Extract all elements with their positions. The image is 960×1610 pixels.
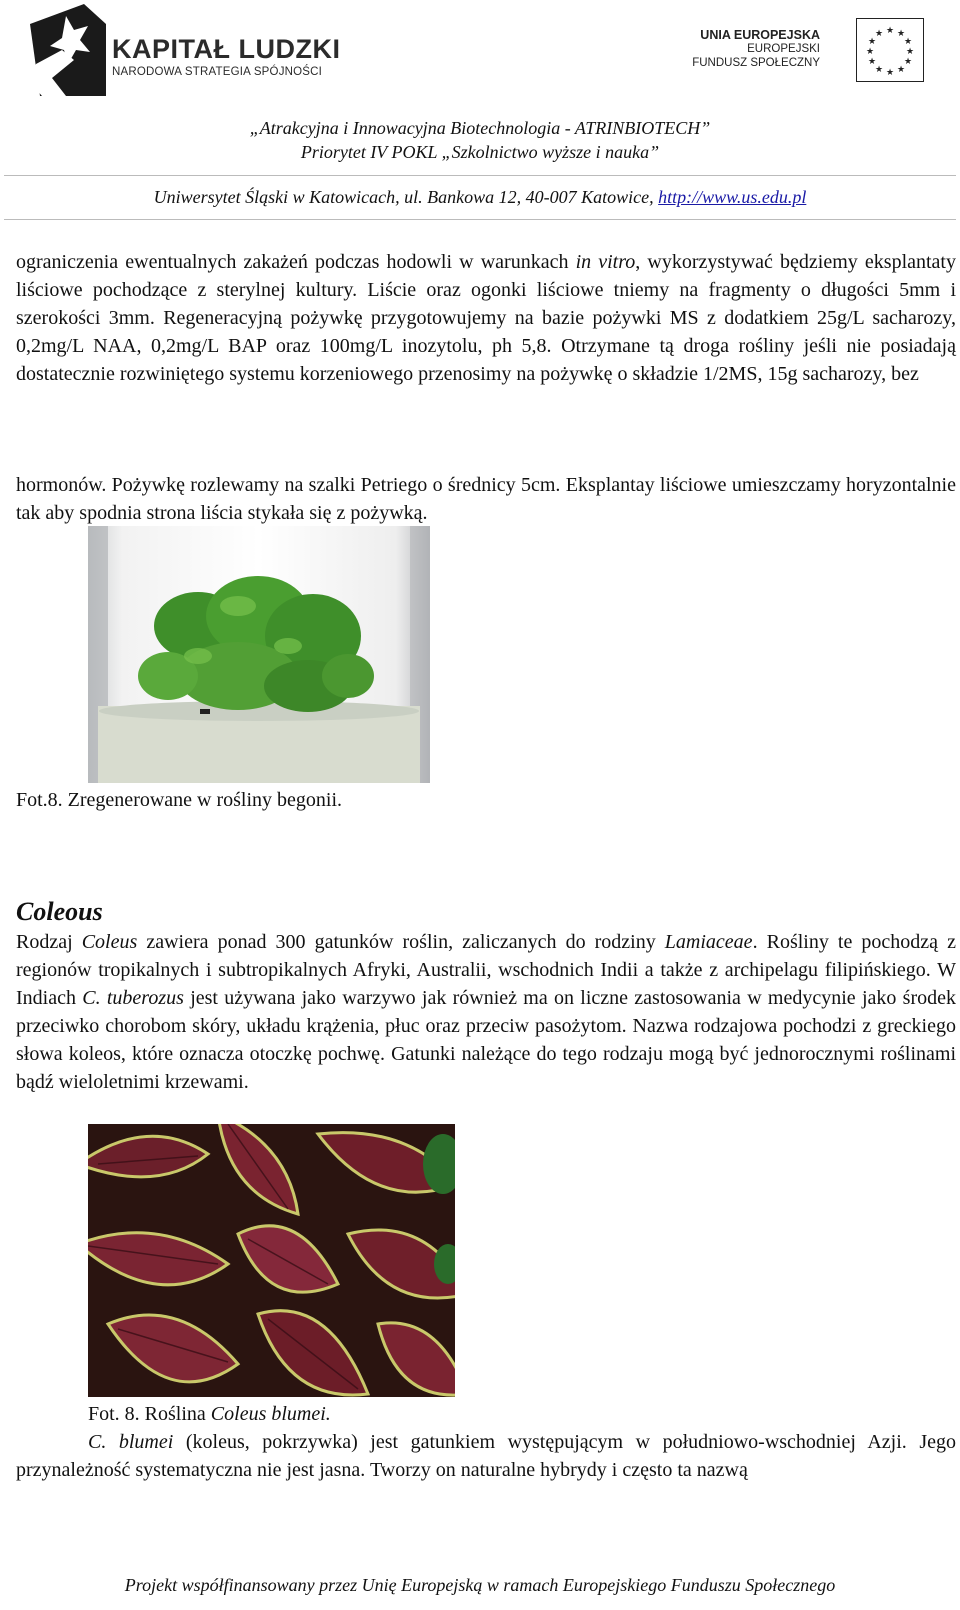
project-priority: Priorytet IV POKL „Szkolnictwo wyższe i nauka” [300, 142, 660, 162]
caption-coleus [88, 1400, 331, 1428]
footer-note: Projekt współfinansowany przez Unię Europejską w ramach Europejskiego Funduszu Społecznego [124, 1575, 836, 1595]
project-title: „Atrakcyjna i Innowacyjna Biotechnologia - ATRINBIOTECH” [249, 118, 711, 138]
paragraph-4-text: (koleus, pokrzywka) jest gatunkiem występującym w południowo-wschodniej Azji. Jego przynależność systematyczna nie jest jasna. Tworzy on naturalne hybrydy i często ta nazwą [16, 1431, 956, 1481]
svg-text:★: ★ [903, 36, 913, 46]
paragraph-3-tuberozus: C. tuberozus [82, 987, 184, 1009]
eu-flag-icon [856, 18, 924, 82]
paragraph-1-text-a: ograniczenia ewentualnych zakażeń podczas hodowli w warunkach [16, 251, 576, 273]
university-address [0, 187, 960, 208]
paragraph-3-text-d: jest używana jako warzywo jak również ma on liczne zastosowania w medycynie jako środek przeciwko chorobom skóry, układu krążenia, płuc oraz przeciw pasożytom. Nazwa rodzajowa pochodzi z greckiego słowa koleos, które oznacza otoczkę pochwę. Gatunki należące do tego rodzaju mogą być jednorocznymi roślinami bądź wieloletnimi krzewami. [16, 987, 956, 1093]
eu-label [692, 28, 820, 70]
svg-text:★: ★ [905, 46, 915, 56]
svg-text:★: ★ [865, 46, 875, 56]
paragraph-4-italic: C. blumei [88, 1431, 174, 1453]
paragraph-1-text-b: , wykorzystywać będziemy eksplantaty liściowe pochodzące z sterylnej kultury. Liście oraz ogonki liściowe tniemy na fragmenty o długości 5mm i szerokości 3mm. Regeneracyjną pożywkę przygotowujemy na bazie pożywki MS z dodatkiem 25g/L sacharozy, 0,2mg/L NAA, 0,2mg/L BAP oraz 100mg/L inozytolu, ph 5,8. Otrzymane tą droga rośliny jeśli nie posiadają dostatecznie rozwiniętego systemu korzeniowego przenosimy na pożywkę o składzie 1/2MS, 15g sacharozy, bez [16, 251, 956, 385]
svg-text:★: ★ [896, 28, 906, 38]
eu-line-3: FUNDUSZ SPOŁECZNY [692, 57, 820, 69]
logo-title: KAPITAŁ LUDZKI [112, 34, 341, 64]
eu-line-2: EUROPEJSKI [747, 43, 820, 55]
paragraph-3-text-c: . Rośliny te pochodzą z regionów tropikalnych i subtropikalnych Afryki, Australii, wschodnich Indii a także z archipelagu filipińskiego. W Indiach [16, 931, 956, 1009]
paragraph-4 [16, 1428, 956, 1484]
svg-text:★: ★ [874, 28, 884, 38]
paragraph-3-text-b: zawiera ponad 300 gatunków roślin, zaliczanych do rodziny [137, 931, 665, 953]
university-link[interactable]: http://www.us.edu.pl [658, 187, 807, 207]
paragraph-3 [16, 928, 956, 1096]
logo-subtitle: NARODOWA STRATEGIA SPÓJNOŚCI [112, 66, 323, 78]
eu-line-1: UNIA EUROPEJSKA [700, 28, 820, 42]
paragraph-1-italic: in vitro [575, 251, 636, 273]
coleus-plant-photo [88, 1124, 455, 1397]
begonia-culture-photo [88, 526, 430, 783]
paragraph-2: hormonów. Pożywkę rozlewamy na szalki Petriego o średnicy 5cm. Eksplantay liściowe umieszczamy horyzontalnie tak aby spodnia strona liścia stykała się z pożywką. [16, 474, 956, 524]
caption-coleus-text: Fot. 8. Roślina [88, 1403, 211, 1425]
header-divider [4, 175, 956, 176]
paragraph-1 [16, 248, 956, 388]
paragraph-3-text-a: Rodzaj [16, 931, 82, 953]
svg-text:★: ★ [896, 64, 906, 74]
svg-text:★: ★ [903, 56, 913, 66]
svg-text:★: ★ [867, 56, 877, 66]
svg-text:★: ★ [885, 67, 895, 77]
paragraph-3-lamiaceae: Lamiaceae [664, 931, 753, 953]
header-divider-2 [4, 219, 956, 220]
svg-text:★: ★ [867, 36, 877, 46]
svg-text:★: ★ [874, 64, 884, 74]
svg-text:★: ★ [885, 25, 895, 35]
caption-coleus-italic: Coleus blumei. [210, 1403, 331, 1425]
paragraph-3-coleus: Coleus [81, 931, 138, 953]
address-text: Uniwersytet Śląski w Katowicach, ul. Bankowa 12, 40-007 Katowice, [153, 187, 654, 207]
section-heading-coleous: Coleous [16, 897, 103, 926]
caption-begonia: Fot.8. Zregenerowane w rośliny begonii. [16, 789, 343, 811]
